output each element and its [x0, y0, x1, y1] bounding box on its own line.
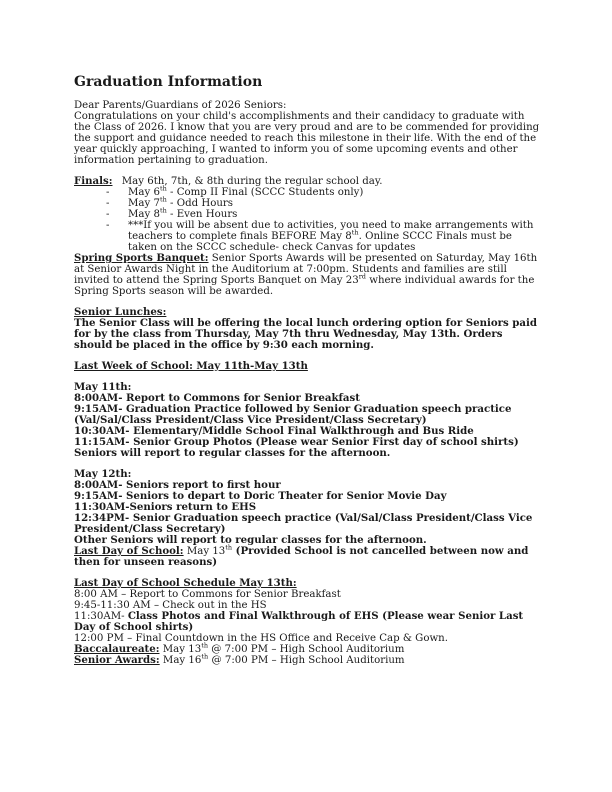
finals-item: - May 8th - Even Hours — [106, 206, 238, 220]
lunches-text: The Senior Class will be offering the local lunch ordering option for Seniors paid for by the class from Thursday, May 7th thru Wednesday, May 13th. Orders should be placed in the office by 9:30 each morning. — [74, 317, 538, 351]
may11-heading: May 11th: — [74, 381, 132, 393]
finals-section — [74, 176, 544, 253]
last-day-text: (Provided School is not cancelled between now and then for unseen reasons) — [74, 545, 529, 568]
page-title: Graduation Information — [74, 74, 263, 90]
baccalaureate-sup: th — [201, 641, 209, 650]
may12-line: Other Seniors will report to regular classes for the afternoon. — [74, 534, 427, 546]
awards-sup: th — [201, 652, 209, 661]
may11-line: 11:15AM- Senior Group Photos (Please wear Senior First day of school shirts) — [74, 436, 519, 448]
schedule-section — [74, 578, 544, 644]
finals-item-date: May 7 — [128, 198, 160, 209]
awards-section — [74, 652, 544, 666]
finals-item-sup: th — [159, 184, 167, 193]
schedule-line: 9:45-11:30 AM – Check out in the HS — [74, 600, 267, 611]
salutation: Dear Parents/Guardians of 2026 Seniors: — [74, 100, 287, 111]
finals-note-text: ***If you will be absent due to activities, you need to make arrangements with teachers to complete finals BEFORE May 8 — [128, 220, 534, 242]
awards-date: May 16 — [159, 655, 202, 666]
schedule-line — [74, 611, 544, 633]
finals-item-date: May 8 — [128, 209, 160, 220]
baccalaureate-heading: Baccalaureate: — [74, 643, 160, 655]
baccalaureate-date: May 13 — [159, 644, 202, 655]
finals-note-text-end: . Online SCCC Finals must be taken on the SCCC schedule- check Canvas for updates — [128, 231, 512, 253]
last-day-sup: th — [225, 543, 233, 552]
lunches-heading: Senior Lunches: — [74, 306, 167, 318]
may12-line: 9:15AM- Seniors to depart to Doric Theater for Senior Movie Day — [74, 490, 447, 502]
last-week-heading: Last Week of School: May 11th-May 13th — [74, 360, 308, 372]
may11-line: Seniors will report to regular classes for the afternoon. — [74, 447, 391, 459]
intro-paragraph: Congratulations on your child's accomplishments and their candidacy to graduate with the Class of 2026. I know that you are very proud and are to be commended for providing the support and guidance needed to reach this milestone in their life. With the end of the year quickly approaching, I wanted to inform you of some upcoming events and other information pertaining to graduation. — [74, 111, 540, 166]
may12-line: 11:30AM-Seniors return to EHS — [74, 501, 257, 513]
finals-heading: Finals: — [74, 175, 113, 187]
may12-line: 12:34PM- Senior Graduation speech practice (Val/Sal/Class President/Class Vice President/Class Secretary) — [74, 512, 533, 535]
may12-line: 8:00AM- Seniors report to first hour — [74, 479, 281, 491]
finals-item-text: - Odd Hours — [166, 198, 234, 209]
finals-item: - May 7th - Odd Hours — [106, 195, 234, 209]
finals-note-sup: th — [351, 228, 359, 237]
last-day-date: May 13 — [183, 546, 226, 557]
may11-section — [74, 382, 544, 459]
schedule-line: 12:00 PM – Final Countdown in the HS Office and Receive Cap & Gown. — [74, 633, 448, 644]
finals-item-text: - Even Hours — [166, 209, 238, 220]
may12-heading: May 12th: — [74, 468, 132, 480]
banquet-text-end: where individual awards for the Spring Sports season will be awarded. — [74, 275, 535, 297]
may12-section — [74, 469, 544, 546]
finals-item-sup: th — [159, 195, 167, 204]
schedule-heading: Last Day of School Schedule May 13th: — [74, 577, 297, 589]
lunches-section — [74, 307, 544, 351]
schedule-bold-text: Class Photos and Final Walkthrough of EHS (Please wear Senior Last Day of School shirts) — [74, 610, 524, 633]
schedule-time: 11:30AM- — [74, 611, 128, 622]
banquet-heading: Spring Sports Banquet: — [74, 252, 209, 264]
document-page — [74, 74, 544, 666]
may11-line: 8:00AM- Report to Commons for Senior Breakfast — [74, 392, 360, 404]
finals-item-text: - Comp II Final (SCCC Students only) — [166, 187, 364, 198]
finals-item: - May 6th - Comp II Final (SCCC Students only) — [106, 184, 364, 198]
last-day-section — [74, 543, 544, 568]
awards-text: @ 7:00 PM – High School Auditorium — [208, 655, 405, 666]
banquet-text: Senior Sports Awards will be presented on Saturday, May 16th at Senior Awards Night in the Auditorium at 7:00pm. Students and families are still invited to attend the Spring Sports Banquet on May 23 — [74, 253, 538, 286]
finals-item-sup: th — [159, 206, 167, 215]
baccalaureate-text: @ 7:00 PM – High School Auditorium — [208, 644, 405, 655]
finals-note: - ***If you will be absent due to activities, you need to make arrangements with teachers to complete finals BEFORE May 8th. Online SCCC Finals must be taken on the SCCC schedule- check Canvas for updates — [106, 220, 534, 253]
finals-item-date: May 6 — [128, 187, 160, 198]
last-day-heading: Last Day of School: — [74, 545, 184, 557]
may11-line: 10:30AM- Elementary/Middle School Final Walkthrough and Bus Ride — [74, 425, 474, 437]
finals-summary: May 6th, 7th, & 8th during the regular school day. — [121, 176, 383, 187]
banquet-sup: rd — [358, 272, 366, 281]
may11-line: 9:15AM- Graduation Practice followed by Senior Graduation speech practice (Val/Sal/Class President/Class Vice President/Class Secretary) — [74, 403, 512, 426]
schedule-line: 8:00 AM – Report to Commons for Senior Breakfast — [74, 589, 341, 600]
banquet-section — [74, 253, 544, 297]
awards-heading: Senior Awards: — [74, 654, 160, 666]
